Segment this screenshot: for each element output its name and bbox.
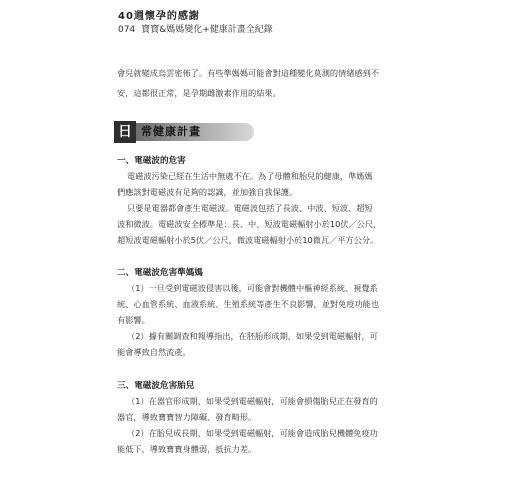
book-title: 40週懷孕的感謝 [118,11,200,22]
section-heading-1: 一、電磁波的危害 [117,156,186,166]
paragraph-line: （2）在胎兒成長期，如果受到電磁輻射，可能會造成胎兒機體免疫功 [127,428,378,438]
section-banner [114,121,254,143]
banner-title: 常健康計畫 [141,125,201,138]
paragraph-line: 能低下，導致寶寶身體弱，抵抗力差。 [117,444,257,454]
paragraph-line: 波和微波。電磁波安全標準是：長、中、短波電磁輻射小於10伏／公尺， [117,219,382,229]
running-header [118,10,273,36]
paragraph-line: 能會導致自然流產。 [117,347,191,357]
paragraph-line: 只要是電器都會產生電磁波。電磁波包括了長波、中波、短波、超短 [127,203,373,213]
paragraph-line: 統、心血管系統、血液系統、生殖系統等產生不良影響，並對免疫功能也 [117,299,380,309]
paragraph-line: 器官，導致寶寶智力障礙、發育畸形。 [117,412,257,422]
paragraph-line: 超短波電磁輻射小於5伏／公尺，微波電磁輻射小於10微瓦／平方公分。 [117,235,379,245]
intro-line-1: 會兒就變成烏雲密佈了。有些準媽媽可能會對這種變化莫測的情緒感到不 [117,68,380,78]
banner-initial: 日 [114,121,136,143]
book-subtitle: 寶寶&媽媽變化+健康計畫全紀錄 [141,25,273,35]
page-number: 074 [118,25,136,35]
paragraph-line: 有影響。 [117,315,150,325]
section-heading-2: 二、電磁波危害準媽媽 [117,268,203,278]
header-subline [118,24,273,36]
paragraph-line: 們應該對電磁波有足夠的認識，並加強自我保護。 [117,187,298,197]
section-heading-3: 三、電磁波危害胎兒 [117,381,195,391]
intro-line-2: 安，這都很正常，是孕期雌激素作用的結果。 [117,88,281,98]
paragraph-line: 電磁波污染已經在生活中無處不在。為了母體和胎兒的健康，準媽媽 [127,171,373,181]
paragraph-line: （1）在器官形成期，如果受到電磁輻射，可能會損傷胎兒正在發育的 [127,396,378,406]
paragraph-line: （1）一旦受到電磁波侵害以後，可能會對機體中樞神經系統、視覺系 [127,283,378,293]
paragraph-line: （2）據有關調查和報導指出，在胚胎形成期，如果受到電磁輻射，可 [127,331,378,341]
